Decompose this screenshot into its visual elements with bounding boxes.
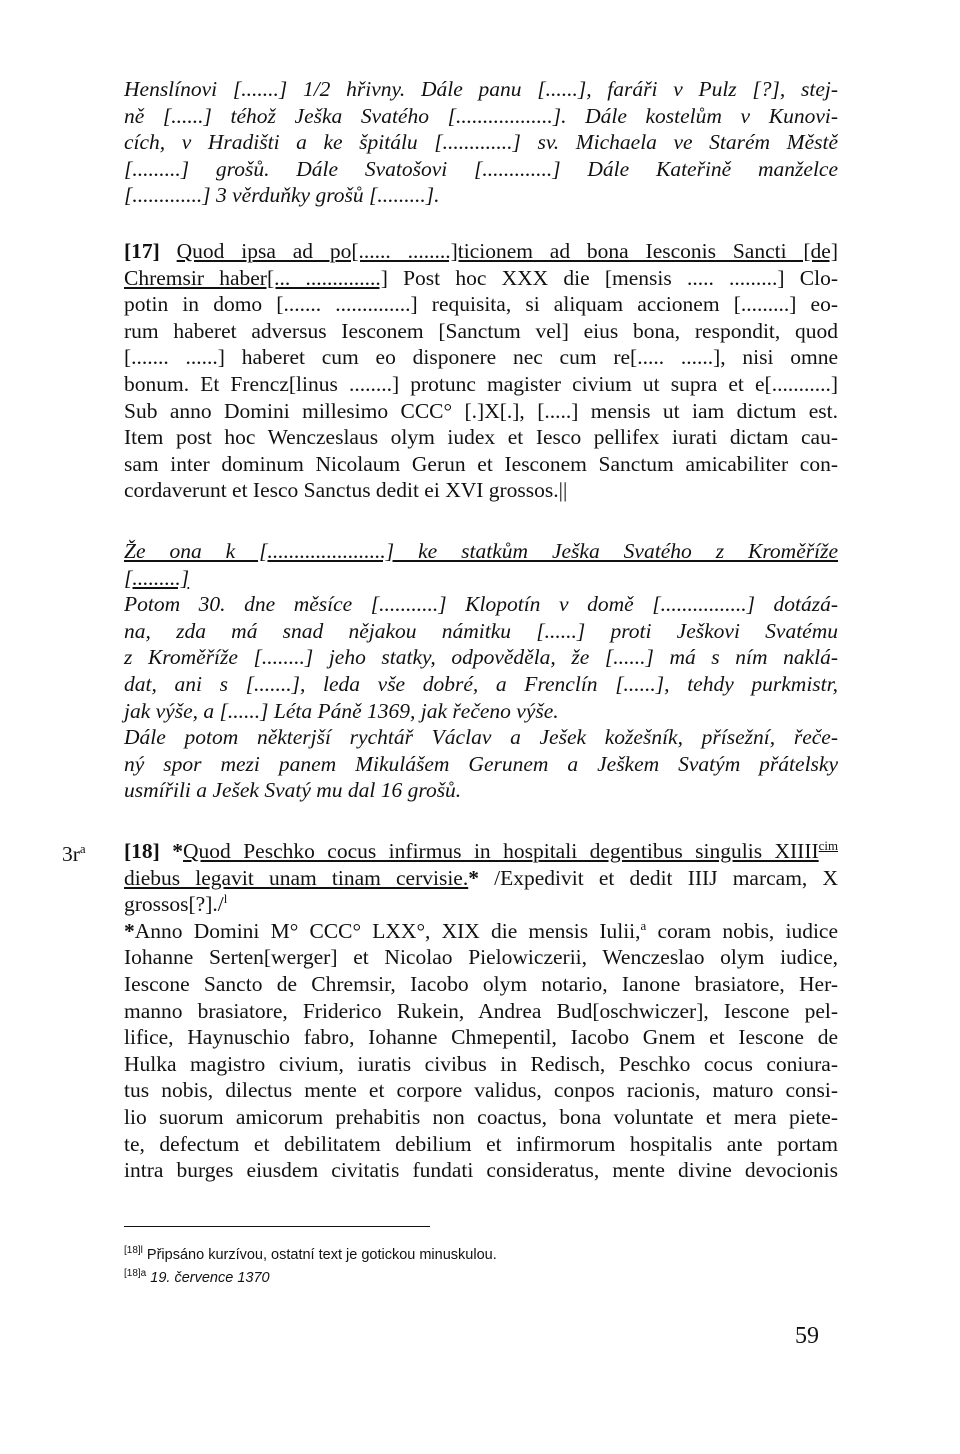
text-fragment: Anno Domini M° CCC° LXX°, XIX die mensis Iulii, (134, 918, 641, 943)
text-line: tus nobis, dilectus mente et corpore validus, conpos racionis, maturo consi- (124, 1078, 838, 1103)
paragraph-czech-henslin (124, 76, 838, 209)
star-mark: * (468, 865, 479, 890)
footnote-ref: l (223, 892, 228, 907)
text-line: Sub anno Domini millesimo CCC° [.]X[.], [.....] mensis ut iam dictum est. (124, 398, 838, 423)
text-line: dat, ani s [.......], leda vše dobré, a Frenclín [......], tehdy purkmistr, (124, 671, 838, 696)
text-line: Hulka magistro civium, iuratis civibus in Redisch, Peschko cocus coniura- (124, 1051, 838, 1076)
footnote-text: 19. července 1370 (146, 1269, 270, 1286)
text-line: lio suorum amicorum prehabitis non coactus, bona voluntate et mera piete- (124, 1104, 838, 1129)
text-line (124, 538, 838, 565)
entry-heading: Quod Peschko cocus infirmus in hospitali degentibus singulis XIIII (183, 839, 819, 863)
star-mark: * (172, 839, 184, 863)
text-line: potin in domo [....... ..............] requisita, si aliquam accionem [.........] eo- (124, 292, 838, 317)
entry-18-latin (124, 838, 838, 1184)
entry-17-latin (124, 238, 838, 504)
text-line: cích, v Hradišti a ke špitálu [.............] sv. Michaela ve Starém Městě (124, 130, 838, 155)
text-line (124, 565, 838, 592)
text-line: Item post hoc Wenczeslaus olym iudex et Iesco pellifex iurati dictam cau- (124, 425, 838, 450)
entry-heading: Quod ipsa ad po[...... ........]ticionem ad bona Iesconis Sancti [de] (176, 239, 838, 263)
star-mark: * (124, 918, 135, 943)
text-line: Potom 30. dne měsíce [...........] Klopotín v domě [................] dotázá- (124, 592, 838, 617)
text-line: Iohanne Serten[werger] et Nicolao Pielowiczerii, Wenczeslao olym iudice, (124, 945, 838, 970)
text-line: [....... ......] haberet cum eo disponere nec cum re[..... ......], nisi omne (124, 345, 838, 370)
text-line: z Kroměříže [........] jeho statky, odpověděla, že [......] má s ním naklá- (124, 645, 838, 670)
text-fragment: /Expedivit et dedit IIIJ marcam, X (478, 865, 838, 890)
margin-folio-note (62, 842, 86, 867)
footnote-1 (124, 1245, 497, 1263)
text-line: bonum. Et Frencz[linus ........] protunc magister civium ut supra et e[...........] (124, 371, 838, 396)
text-line: cordaverunt et Iesco Sanctus dedit ei XVI grossos.|| (124, 478, 568, 503)
text-line (124, 865, 838, 892)
heading-sup: cim (818, 838, 839, 853)
text-line (124, 265, 838, 292)
text-line: ný spor mezi panem Mikulášem Gerunem a Ješkem Svatým přátelsky (124, 751, 838, 776)
text-line: rum haberet adversus Iesconem [Sanctum vel] eius bona, respondit, quod (124, 318, 838, 343)
footnote-divider (124, 1226, 430, 1227)
text-line: Iescone Sancto de Chremsir, Iacobo olym notario, Ianone brasiatore, Her- (124, 971, 838, 996)
text-line: na, zda má snad nějakou námitku [......] proti Ješkovi Svatému (124, 618, 838, 643)
entry-heading: Chremsir haber[... ..............] (124, 265, 388, 290)
text-fragment: coram nobis, iudice (646, 918, 839, 943)
text-line: lifice, Haynuschio fabro, Iohanne Chmepentil, Iacobo Gnem et Iescone de (124, 1025, 838, 1050)
entry-18-heading-line (124, 838, 838, 865)
text-line: jak výše, a [......] Léta Páně 1369, jak řečeno výše. (124, 698, 559, 723)
text-line: usmířili a Ješek Svatý mu dal 16 grošů. (124, 778, 462, 803)
text-line: [.............] 3 věrduňky grošů [.........]. (124, 183, 440, 208)
text-fragment: Post hoc XXX die [mensis ..... .........] Clo- (387, 265, 838, 290)
text-line: manno brasiatore, Friderico Rukein, Andrea Bud[oschwiczer], Iescone pel- (124, 998, 838, 1023)
footnote-ref: a (640, 918, 647, 933)
entry-heading: [.........] (124, 565, 190, 590)
entry-17-czech (124, 538, 838, 804)
text-line: ně [......] téhož Ješka Svatého [..................]. Dále kostelům v Kunovi- (124, 103, 838, 128)
text-line: [.........] grošů. Dále Svatošovi [.............] Dále Kateřině manželce (124, 156, 838, 181)
footnote-mark: [18]a (124, 1268, 147, 1279)
entry-heading: diebus legavit unam tinam cervisie. (124, 865, 469, 890)
footnote-mark: [18]l (124, 1245, 143, 1256)
entry-number: [18] (124, 839, 160, 863)
entry-17-heading-line (124, 238, 838, 265)
text-line: Henslínovi [.......] 1/2 hřivny. Dále panu [......], faráři v Pulz [?], stej- (124, 77, 838, 101)
folio-label: 3r (62, 842, 80, 866)
footnote-text: Připsáno kurzívou, ostatní text je gotickou minuskulou. (142, 1246, 497, 1263)
text-line (124, 891, 838, 918)
text-line: intra burges eiusdem civitatis fundati consideratus, mente divine devocionis (124, 1158, 838, 1183)
footnote-2 (124, 1268, 270, 1286)
page-number: 59 (795, 1323, 819, 1349)
entry-heading: Že ona k [......................] ke statkům Ješka Svatého z Kroměříže (124, 539, 838, 563)
text-line: sam inter dominum Nicolaum Gerun et Iesconem Sanctum amicabiliter con- (124, 451, 838, 476)
entry-number: [17] (124, 239, 160, 263)
text-fragment: grossos[?]./ (124, 892, 224, 917)
text-line (124, 918, 838, 945)
text-line: Dále potom některjší rychtář Václav a Ješek kožešník, přísežní, řeče- (124, 725, 838, 750)
folio-sup: a (79, 841, 86, 856)
text-line: te, defectum et debilitatem debilium et infirmorum hospitalis ante portam (124, 1131, 838, 1156)
